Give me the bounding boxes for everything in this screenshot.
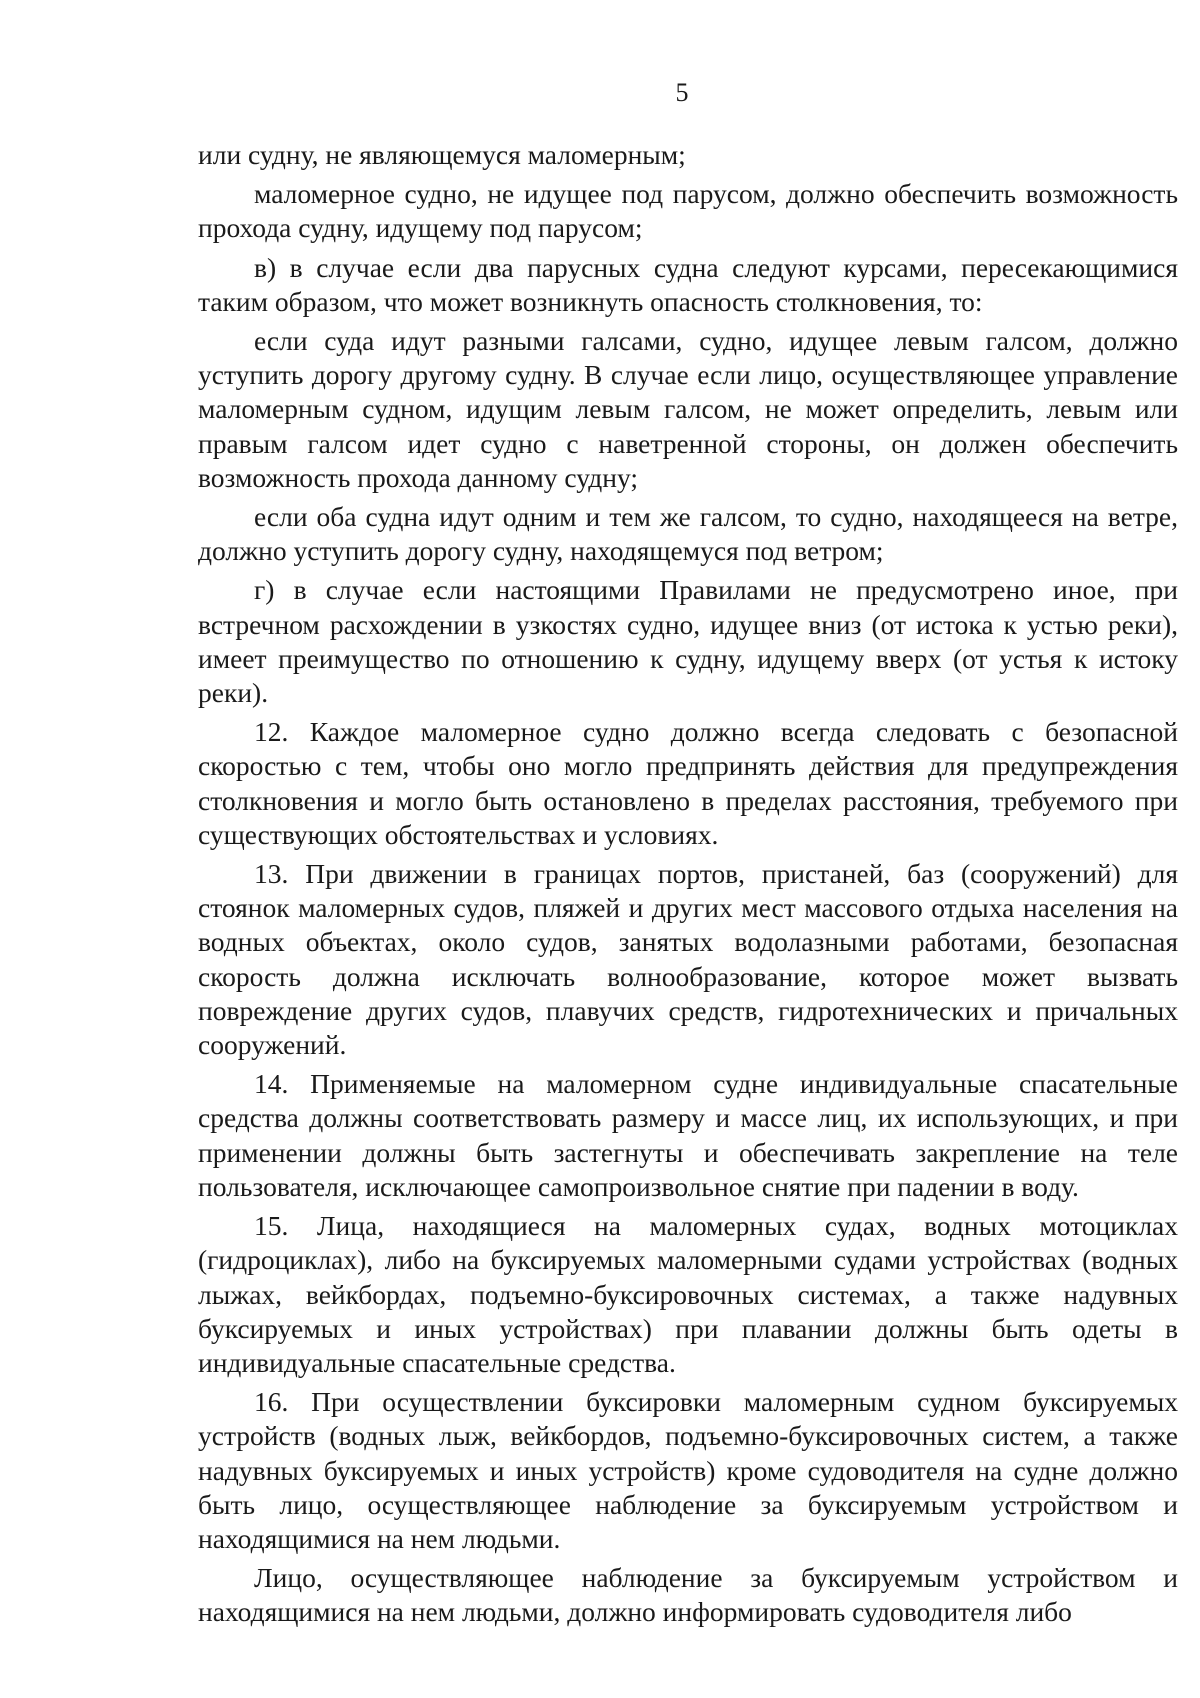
paragraph-item-16: 16. При осуществлении буксировки маломерным судном буксируемых устройств (водных лыж, вейкбордов, подъемно-буксировочных систем, а также надувных буксируемых и иных устройств) кроме судоводителя на судне должно быть лицо, осуществляющее наблюдение за буксируемым устройством и находящимися на нем людьми. (198, 1386, 1178, 1554)
paragraph: г) в случае если настоящими Правилами не предусмотрено иное, при встречном расхождении в узкостях судно, идущее вниз (от истока к устью реки), имеет преимущество по отношению к судну, идущему вверх (от устья к истоку реки). (198, 574, 1178, 709)
paragraph-item-15: 15. Лица, находящиеся на маломерных судах, водных мотоциклах (гидроциклах), либо на буксируемых маломерными судами устройствах (водных лыжах, вейкбордах, подъемно-буксировочных системах, а также надувных буксируемых и иных устройствах) при плавании должны быть одеты в индивидуальные спасательные средства. (198, 1210, 1178, 1378)
paragraph: в) в случае если два парусных судна следуют курсами, пересекающимися таким образом, что может возникнуть опасность столкновения, то: (198, 251, 1178, 317)
paragraph-item-12: 12. Каждое маломерное судно должно всегда следовать с безопасной скоростью с тем, чтобы оно могло предпринять действия для предупреждения столкновения и могло быть остановлено в пределах расстояния, требуемого при существующих обстоятельствах и условиях. (198, 716, 1178, 850)
paragraph: Лицо, осуществляющее наблюдение за буксируемым устройством и находящимися на нем людьми, должно информировать судоводителя либо (198, 1562, 1178, 1628)
paragraph: если оба судна идут одним и тем же галсом, то судно, находящееся на ветре, должно уступить дорогу судну, находящемуся под ветром; (198, 501, 1178, 567)
document-body (198, 138, 1178, 1630)
paragraph: если суда идут разными галсами, судно, идущее левым галсом, должно уступить дорогу другому судну. В случае если лицо, осуществляющее управление маломерным судном, идущим левым галсом, не может определить, левым или правым галсом идет судно с наветренной стороны, он должен обеспечить возможность прохода данному судну; (198, 325, 1178, 493)
page-number: 5 (675, 78, 689, 107)
paragraph-item-14: 14. Применяемые на маломерном судне индивидуальные спасательные средства должны соответствовать размеру и массе лиц, их использующих, и при применении должны быть застегнуты и обеспечивать закрепление на теле пользователя, исключающее самопроизвольное снятие при падении в воду. (198, 1068, 1178, 1202)
paragraph: или судну, не являющемуся маломерным; (198, 139, 686, 170)
paragraph: маломерное судно, не идущее под парусом, должно обеспечить возможность прохода судну, идущему под парусом; (198, 178, 1178, 244)
paragraph-item-13: 13. При движении в границах портов, пристаней, баз (сооружений) для стоянок маломерных судов, пляжей и других мест массового отдыха населения на водных объектах, около судов, занятых водолазными работами, безопасная скорость должна исключать волнообразование, которое может вызвать повреждение других судов, плавучих средств, гидротехнических и причальных сооружений. (198, 858, 1178, 1061)
